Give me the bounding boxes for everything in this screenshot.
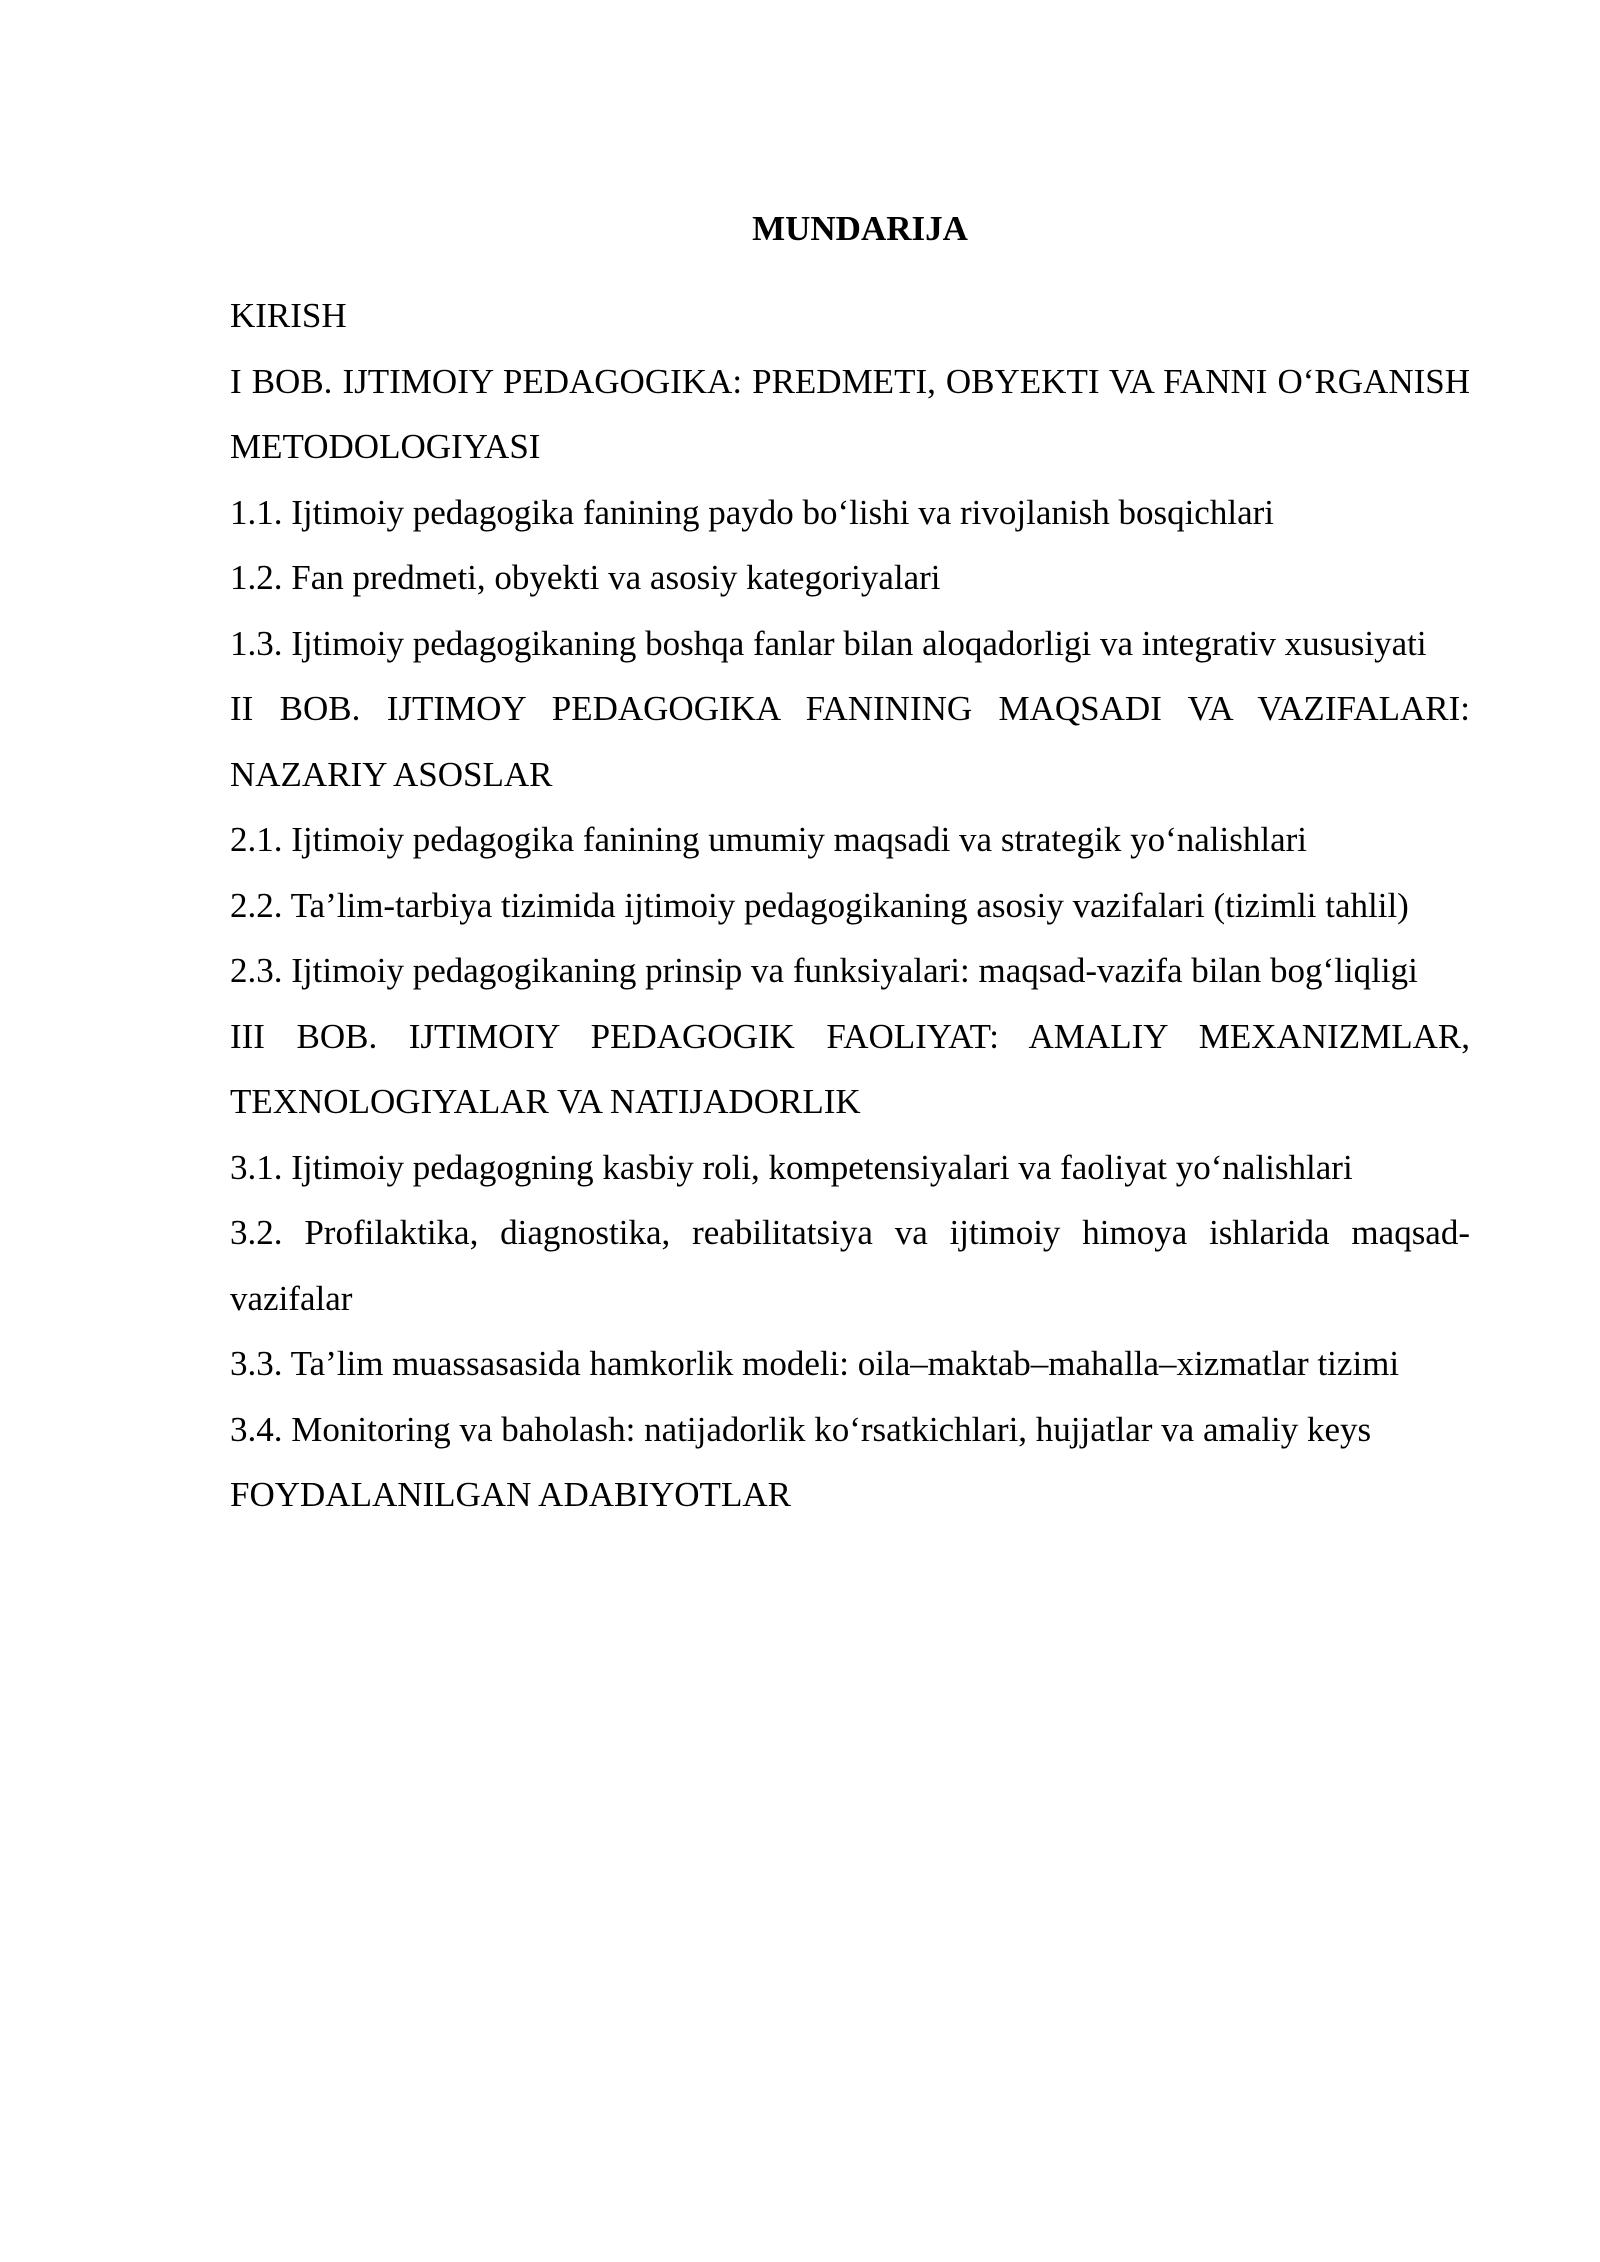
- toc-item-chapter-2[interactable]: II BOB. IJTIMOY PEDAGOGIKA FANINING MAQSADI VA VAZIFALARI: NAZARIY ASOSLAR: [230, 689, 1470, 794]
- table-of-contents: [230, 283, 1470, 1528]
- toc-item-chapter-1[interactable]: I BOB. IJTIMOIY PEDAGOGIKA: PREDMETI, OBYEKTI VA FANNI O‘RGANISH METODOLOGIYASI: [230, 361, 1470, 466]
- toc-item-section-1-3[interactable]: 1.3. Ijtimoiy pedagogikaning boshqa fanlar bilan aloqadorligi va integrativ xususiyati: [230, 623, 1427, 663]
- page-title: MUNDARIJA: [752, 209, 968, 248]
- toc-item-section-3-3[interactable]: 3.3. Ta’lim muassasasida hamkorlik modeli: oila–maktab–mahalla–xizmatlar tizimi: [230, 1344, 1400, 1383]
- toc-item-section-2-1[interactable]: 2.1. Ijtimoiy pedagogika fanining umumiy maqsadi va strategik yo‘nalishlari: [230, 820, 1308, 859]
- toc-item-references[interactable]: FOYDALANILGAN ADABIYOTLAR: [230, 1475, 791, 1514]
- toc-item-section-2-2[interactable]: 2.2. Ta’lim-tarbiya tizimida ijtimoiy pedagogikaning asosiy vazifalari (tizimli tahlil): [230, 885, 1409, 925]
- toc-item-section-1-1[interactable]: 1.1. Ijtimoiy pedagogika fanining paydo bo‘lishi va rivojlanish bosqichlari: [230, 492, 1274, 532]
- toc-item-section-3-1[interactable]: 3.1. Ijtimoiy pedagogning kasbiy roli, kompetensiyalari va faoliyat yo‘nalishlari: [230, 1147, 1353, 1187]
- toc-item-introduction[interactable]: KIRISH: [230, 296, 347, 335]
- toc-item-section-2-3[interactable]: 2.3. Ijtimoiy pedagogikaning prinsip va funksiyalari: maqsad-vazifa bilan bog‘liqligi: [230, 951, 1418, 990]
- toc-item-section-3-4[interactable]: 3.4. Monitoring va baholash: natijadorlik ko‘rsatkichlari, hujjatlar va amaliy keys: [230, 1409, 1372, 1449]
- toc-item-chapter-3[interactable]: III BOB. IJTIMOIY PEDAGOGIK FAOLIYAT: AMALIY MEXANIZMLAR, TEXNOLOGIYALAR VA NATIJADORLIK: [230, 1016, 1470, 1121]
- toc-item-section-3-2[interactable]: 3.2. Profilaktika, diagnostika, reabilitatsiya va ijtimoiy himoya ishlarida maqsad-vazifalar: [230, 1213, 1470, 1318]
- toc-item-section-1-2[interactable]: 1.2. Fan predmeti, obyekti va asosiy kategoriyalari: [230, 558, 941, 597]
